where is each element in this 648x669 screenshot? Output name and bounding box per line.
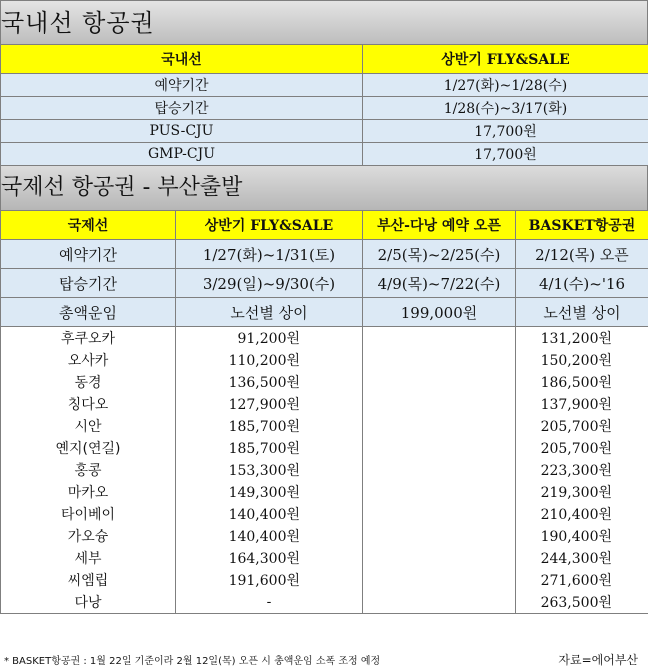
route-price: 185,700원 bbox=[176, 415, 363, 437]
basket-price: 271,600원 bbox=[516, 569, 648, 591]
international-header-row bbox=[1, 211, 648, 240]
basket-price: 219,300원 bbox=[516, 481, 648, 503]
route-row bbox=[1, 371, 648, 393]
route-price: 140,400원 bbox=[176, 525, 363, 547]
boarding-period-row bbox=[1, 269, 648, 298]
route-price: 191,600원 bbox=[176, 569, 363, 591]
route-price: 110,200원 bbox=[176, 349, 363, 371]
route-price: 136,500원 bbox=[176, 371, 363, 393]
row-label: 탑승기간 bbox=[1, 269, 176, 298]
route-row bbox=[1, 547, 648, 569]
route-row bbox=[1, 459, 648, 481]
domestic-value-cell: 1/27(화)~1/28(수) bbox=[363, 74, 648, 97]
domestic-label-cell: 탑승기간 bbox=[1, 97, 363, 120]
domestic-value-cell: 17,700원 bbox=[363, 120, 648, 143]
domestic-row bbox=[1, 97, 648, 120]
international-title: 국제선 항공권 - 부산출발 bbox=[0, 166, 648, 210]
domestic-value-cell: 1/28(수)~3/17(화) bbox=[363, 97, 648, 120]
route-name: 홍콩 bbox=[1, 459, 176, 481]
route-price: 149,300원 bbox=[176, 481, 363, 503]
basket-price: 131,200원 bbox=[516, 327, 648, 350]
domestic-label-cell: GMP-CJU bbox=[1, 143, 363, 166]
international-header-cell: 부산-다낭 예약 오픈 bbox=[363, 211, 516, 240]
domestic-title: 국내선 항공권 bbox=[0, 0, 648, 44]
international-header-cell: BASKET항공권 bbox=[516, 211, 648, 240]
route-price: 185,700원 bbox=[176, 437, 363, 459]
period-cell: 2/12(목) 오픈 bbox=[516, 240, 648, 269]
period-cell: 3/29(일)~9/30(수) bbox=[176, 269, 363, 298]
basket-price: 263,500원 bbox=[516, 591, 648, 614]
route-row bbox=[1, 591, 648, 614]
route-row bbox=[1, 525, 648, 547]
route-price: 153,300원 bbox=[176, 459, 363, 481]
route-row bbox=[1, 437, 648, 459]
basket-price: 244,300원 bbox=[516, 547, 648, 569]
total-fare-row bbox=[1, 298, 648, 327]
domestic-header-cell: 상반기 FLY&SALE bbox=[363, 45, 648, 74]
route-name: 마카오 bbox=[1, 481, 176, 503]
domestic-row bbox=[1, 120, 648, 143]
booking-period-row bbox=[1, 240, 648, 269]
route-row bbox=[1, 503, 648, 525]
route-price: 140,400원 bbox=[176, 503, 363, 525]
route-name: 시안 bbox=[1, 415, 176, 437]
fare-cell: 노선별 상이 bbox=[176, 298, 363, 327]
row-label: 예약기간 bbox=[1, 240, 176, 269]
route-row bbox=[1, 415, 648, 437]
route-row bbox=[1, 481, 648, 503]
route-price: 127,900원 bbox=[176, 393, 363, 415]
source-credit: 자료=에어부산 bbox=[558, 653, 638, 667]
danang-blank-cell bbox=[363, 327, 516, 614]
basket-price: 150,200원 bbox=[516, 349, 648, 371]
domestic-label-cell: PUS-CJU bbox=[1, 120, 363, 143]
route-row bbox=[1, 349, 648, 371]
domestic-value-cell: 17,700원 bbox=[363, 143, 648, 166]
international-table bbox=[0, 210, 648, 614]
route-name: 동경 bbox=[1, 371, 176, 393]
basket-price: 137,900원 bbox=[516, 393, 648, 415]
period-cell: 4/9(목)~7/22(수) bbox=[363, 269, 516, 298]
domestic-header-row bbox=[1, 45, 648, 74]
fare-cell: 199,000원 bbox=[363, 298, 516, 327]
domestic-label-cell: 예약기간 bbox=[1, 74, 363, 97]
route-price: 164,300원 bbox=[176, 547, 363, 569]
route-name: 후쿠오카 bbox=[1, 327, 176, 350]
international-header-cell: 국제선 bbox=[1, 211, 176, 240]
route-price: 91,200원 bbox=[176, 327, 363, 350]
basket-price: 205,700원 bbox=[516, 415, 648, 437]
route-name: 씨엠립 bbox=[1, 569, 176, 591]
footer bbox=[4, 652, 644, 667]
route-name: 다낭 bbox=[1, 591, 176, 614]
route-name: 가오슝 bbox=[1, 525, 176, 547]
domestic-row bbox=[1, 74, 648, 97]
international-header-cell: 상반기 FLY&SALE bbox=[176, 211, 363, 240]
route-name: 칭다오 bbox=[1, 393, 176, 415]
route-row bbox=[1, 393, 648, 415]
route-row bbox=[1, 327, 648, 350]
route-name: 타이베이 bbox=[1, 503, 176, 525]
domestic-row bbox=[1, 143, 648, 166]
route-row bbox=[1, 569, 648, 591]
fare-cell: 노선별 상이 bbox=[516, 298, 648, 327]
period-cell: 2/5(목)~2/25(수) bbox=[363, 240, 516, 269]
route-price: - bbox=[176, 591, 363, 614]
period-cell: 4/1(수)~'16 bbox=[516, 269, 648, 298]
domestic-table bbox=[0, 44, 648, 166]
footnote: * BASKET항공권 : 1월 22일 기준이라 2월 12일(목) 오픈 시 총액운임 소폭 조정 예정 bbox=[4, 656, 381, 667]
domestic-header-cell: 국내선 bbox=[1, 45, 363, 74]
route-name: 세부 bbox=[1, 547, 176, 569]
basket-price: 210,400원 bbox=[516, 503, 648, 525]
period-cell: 1/27(화)~1/31(토) bbox=[176, 240, 363, 269]
basket-price: 190,400원 bbox=[516, 525, 648, 547]
basket-price: 223,300원 bbox=[516, 459, 648, 481]
row-label: 총액운임 bbox=[1, 298, 176, 327]
route-name: 옌지(연길) bbox=[1, 437, 176, 459]
basket-price: 186,500원 bbox=[516, 371, 648, 393]
basket-price: 205,700원 bbox=[516, 437, 648, 459]
route-name: 오사카 bbox=[1, 349, 176, 371]
